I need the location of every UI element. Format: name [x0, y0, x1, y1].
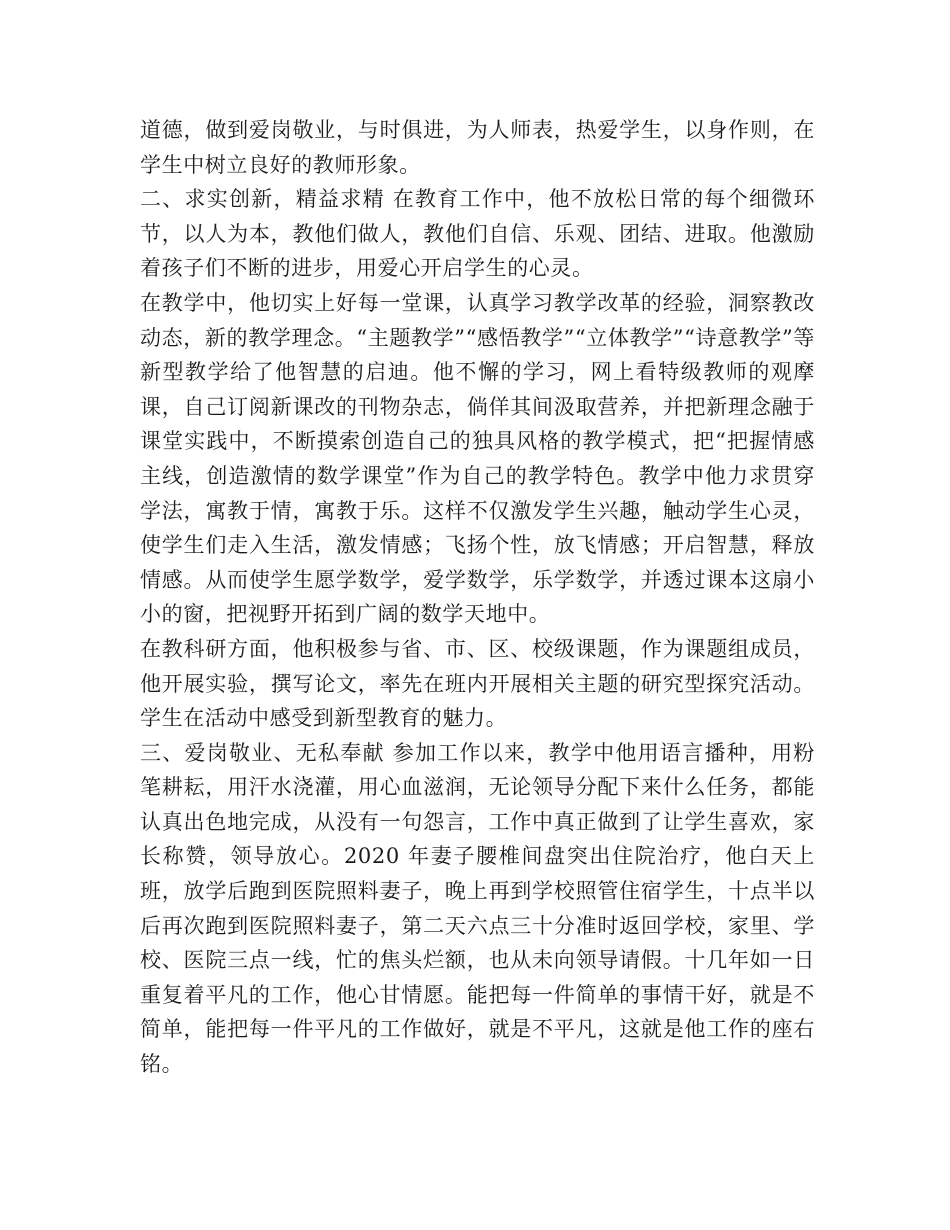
paragraph-section-three: 三、爱岗敬业、无私奉献 参加工作以来，教学中他用语言播种，用粉笔耕耘，用汗水浇灌，用心血滋润，无论领导分配下来什么任务，都能认真出色地完成，从没有一句怨言，工作中真正做到了让学生喜欢，家长称赞，领导放心。2020 年妻子腰椎间盘突出住院治疗，他白天上班，放学后跑到医院照料妻子，晚上再到学校照管住宿学生，十点半以后再次跑到医院照料妻子，第二天六点三十分准时返回学校，家里、学校、医院三点一线，忙的焦头烂额，也从未向领导请假。十几年如一日重复着平凡的工作，他心甘情愿。能把每一件简单的事情干好，就是不简单，能把每一件平凡的工作做好，就是不平凡，这就是他工作的座右铭。: [140, 740, 815, 1077]
paragraph-ethics-continuation: 道德，做到爱岗敬业，与时俱进，为人师表，热爱学生，以身作则，在学生中树立良好的教师形象。: [140, 118, 815, 177]
paragraph-research: 在教科研方面，他积极参与省、市、区、校级课题，作为课题组成员，他开展实验，撰写论文，率先在班内开展相关主题的研究型探究活动。学生在活动中感受到新型教育的魅力。: [140, 636, 815, 731]
document-body: [140, 113, 815, 1082]
paragraph-teaching: 在教学中，他切实上好每一堂课，认真学习教学改革的经验，洞察教改动态，新的教学理念。“主题教学”“感悟教学”“立体教学”“诗意教学”等新型教学给了他智慧的启迪。他不懈的学习，网上看特级教师的观摩课，自己订阅新课改的刊物杂志，倘佯其间汲取营养，并把新理念融于课堂实践中，不断摸索创造自己的独具风格的教学模式，把“把握情感主线，创造激情的数学课堂”作为自己的教学特色。教学中他力求贯穿学法，寓教于情，寓教于乐。这样不仅激发学生兴趣，触动学生心灵，使学生们走入生活，激发情感；飞扬个性，放飞情感；开启智慧，释放情感。从而使学生愿学数学，爱学数学，乐学数学，并透过课本这扇小小的窗，把视野开拓到广阔的数学天地中。: [140, 290, 815, 627]
paragraph-section-two: 二、求实创新，精益求精 在教育工作中，他不放松日常的每个细微环节，以人为本，教他们做人，教他们自信、乐观、团结、进取。他激励着孩子们不断的进步，用爱心开启学生的心灵。: [140, 187, 815, 281]
